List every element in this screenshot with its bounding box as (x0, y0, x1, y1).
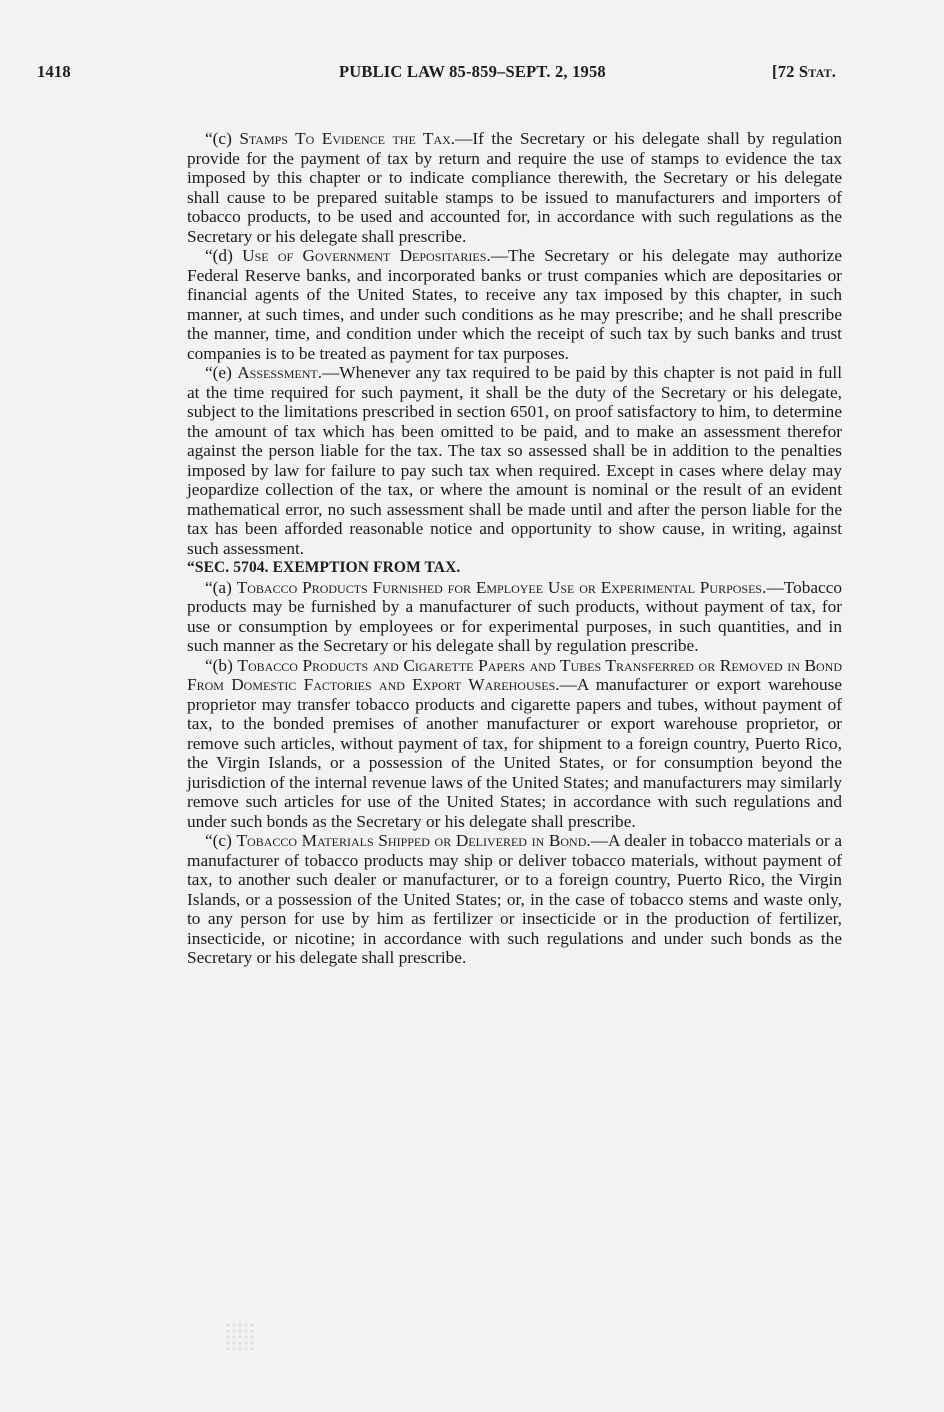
subsection-text: —Tobacco products may be furnished by a manufacturer of such products, without payment of tax, for use or consumption by employees or for experimental purposes, in such quantities, and in such manner as the Secretary or his delegate shall by regulation prescribe. (187, 577, 843, 655)
subsection-heading: Tobacco Products and Cigarette Papers and Tubes Transferred or Removed in Bond From Domestic Factories and Export Warehouses. (187, 655, 842, 694)
page-header (37, 62, 870, 84)
subsection-e-assessment (187, 363, 842, 558)
subsection-label: “(a) (205, 577, 237, 597)
subsection-heading: Tobacco Materials Shipped or Delivered in Bond. (236, 831, 591, 850)
subsection-label: “(c) (205, 129, 240, 148)
subsection-label: “(e) (205, 363, 238, 382)
subsection-c-stamps (187, 129, 842, 246)
statute-body (187, 129, 842, 968)
section-5704-subsection-b (187, 656, 842, 832)
subsection-d-depositaries (187, 246, 842, 363)
section-5704-subsection-a (187, 578, 842, 656)
volume-reference-text: [72 Stat. (772, 62, 837, 81)
subsection-text: —Whenever any tax required to be paid by this chapter is not paid in full at the time required for such payment, it shall be the duty of the Secretary or his delegate, subject to the limitations prescribed in section 6501, on proof satisfactory to him, to determine the amount of tax which has been omitted to be paid, and to make an assessment therefor against the person liable for the tax. The tax so assessed shall be in addition to the penalties imposed by law for failure to pay such tax when required. Except in cases where delay may jeopardize collection of the tax, or where the amount is nominal or the result of an evident mathematical error, no such assessment shall be made until and after the person liable for the tax has been afforded reasonable notice and opportunity to show cause, in writing, against such assessment. (187, 363, 842, 558)
subsection-text: —A dealer in tobacco materials or a manufacturer of tobacco products may ship or deliver tobacco materials, without payment of tax, to another such dealer or manufacturer, or to a foreign country, Puerto Rico, the Virgin Islands, or a possession of the United States; or, in the case of tobacco stems and waste only, to any person for use by him as fertilizer or insecticide or in the production of fertilizer, insecticide, or nicotine; in accordance with such regulations and under such bonds as the Secretary or his delegate shall prescribe. (187, 831, 842, 967)
section-5704-heading: “SEC. 5704. EXEMPTION FROM TAX. (187, 559, 461, 576)
subsection-label: “(b) (205, 655, 238, 675)
subsection-text: —If the Secretary or his delegate shall by regulation provide for the payment of tax by return and require the use of stamps to evidence the tax imposed by this chapter or to indicate compliance therewith, the Secretary or his delegate shall cause to be prepared suitable stamps to be issued to manufacturers and importers of tobacco products, to be used and accounted for, in accordance with such regulations as the Secretary or his delegate shall prescribe. (187, 129, 843, 246)
subsection-label: “(c) (205, 831, 237, 850)
volume-reference (772, 62, 836, 82)
scan-artifact (225, 1322, 255, 1350)
subsection-heading: Tobacco Products Furnished for Employee Use or Experimental Purposes. (236, 577, 767, 597)
subsection-heading: Use of Government Depositaries. (242, 246, 491, 265)
subsection-text: —The Secretary or his delegate may authorize Federal Reserve banks, and incorporated banks or trust companies which are depositaries or financial agents of the United States, to receive any tax imposed by this chapter, in such manner, at such times, and under such conditions as he may prescribe; and he shall prescribe the manner, time, and condition under which the receipt of such tax by such banks and trust companies is to be treated as payment for tax purposes. (187, 246, 842, 363)
section-5704-subsection-c (187, 831, 842, 968)
subsection-heading: Stamps To Evidence the Tax. (239, 129, 456, 148)
running-title: PUBLIC LAW 85-859–SEPT. 2, 1958 (339, 62, 606, 81)
subsection-label: “(d) (205, 246, 243, 265)
subsection-heading: Assessment. (237, 363, 323, 382)
page-number: 1418 (37, 62, 71, 81)
subsection-text: —A manufacturer or export warehouse proprietor may transfer tobacco products and cigarette papers and tubes, without payment of tax, to the bonded premises of another manufacturer or export warehouse proprietor, or remove such articles, without payment of tax, for shipment to a foreign country, Puerto Rico, the Virgin Islands, or a possession of the United States, or for consumption beyond the jurisdiction of the internal revenue laws of the United States; and manufacturers may similarly remove such articles for use of the United States; in accordance with such regulations and under such bonds as the Secretary or his delegate shall prescribe. (187, 675, 843, 831)
